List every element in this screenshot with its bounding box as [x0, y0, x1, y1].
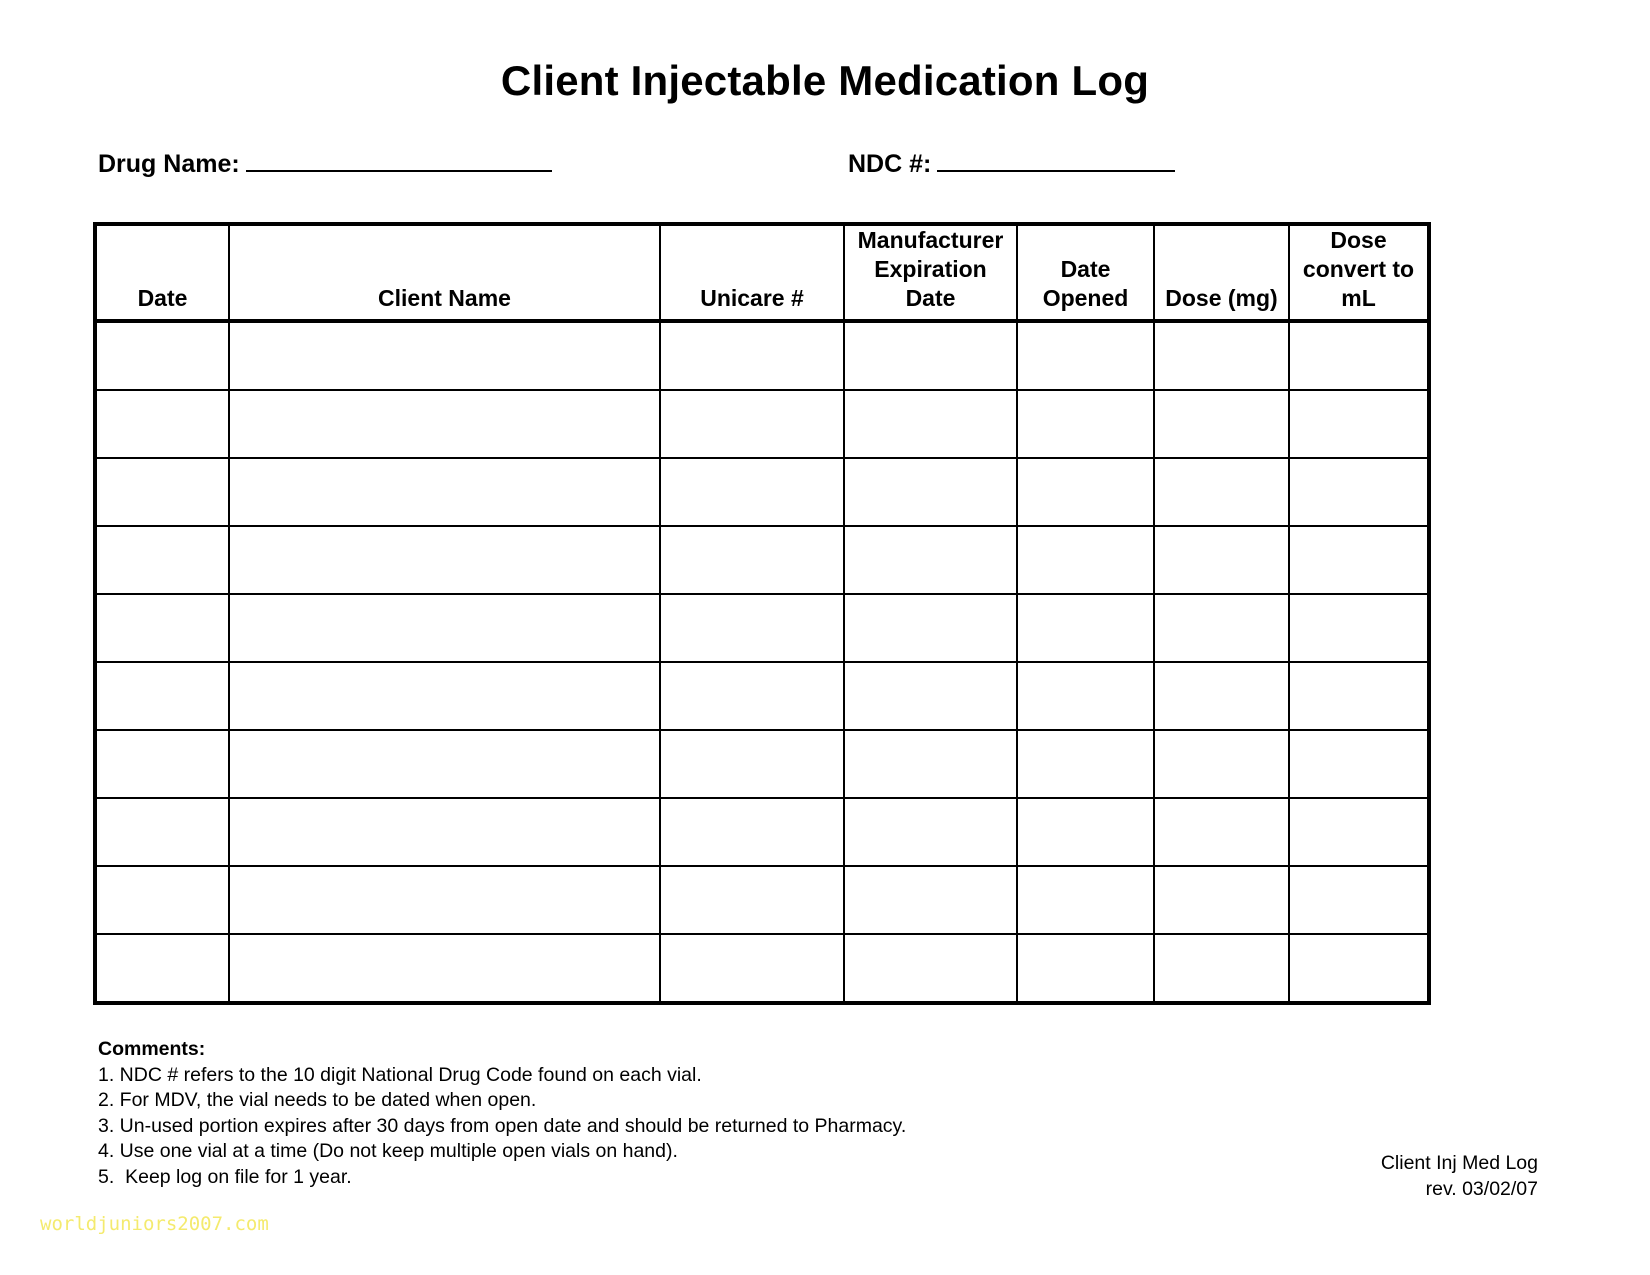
table-row	[95, 866, 1429, 934]
cell-client-name[interactable]	[229, 730, 660, 798]
cell-dose-mg[interactable]	[1154, 662, 1289, 730]
cell-dose-ml[interactable]	[1289, 866, 1429, 934]
ndc-blank[interactable]	[937, 148, 1175, 172]
cell-unicare-number[interactable]	[660, 390, 844, 458]
cell-expiration-date[interactable]	[844, 390, 1017, 458]
cell-expiration-date[interactable]	[844, 662, 1017, 730]
cell-client-name[interactable]	[229, 934, 660, 1003]
drug-name-blank[interactable]	[246, 148, 552, 172]
table-row	[95, 934, 1429, 1003]
cell-expiration-date[interactable]	[844, 798, 1017, 866]
cell-dose-ml[interactable]	[1289, 730, 1429, 798]
cell-unicare-number[interactable]	[660, 594, 844, 662]
header-dose-convert-ml: Dose convert to mL	[1289, 224, 1429, 321]
cell-date[interactable]	[95, 798, 229, 866]
watermark-text: worldjuniors2007.com	[40, 1213, 269, 1235]
cell-dose-ml[interactable]	[1289, 458, 1429, 526]
cell-date-opened[interactable]	[1017, 662, 1154, 730]
medication-log-table	[93, 222, 1431, 1005]
table-row	[95, 321, 1429, 390]
form-name: Client Inj Med Log	[1380, 1152, 1538, 1174]
cell-date[interactable]	[95, 526, 229, 594]
table-row	[95, 798, 1429, 866]
cell-date[interactable]	[95, 594, 229, 662]
cell-dose-ml[interactable]	[1289, 321, 1429, 390]
comments-label: Comments:	[98, 1038, 206, 1060]
cell-date[interactable]	[95, 934, 229, 1003]
cell-dose-ml[interactable]	[1289, 594, 1429, 662]
table-row	[95, 594, 1429, 662]
comment-item: 4. Use one vial at a time (Do not keep multiple open vials on hand).	[98, 1140, 678, 1162]
page-title: Client Injectable Medication Log	[500, 57, 1150, 104]
header-manufacturer-expiration-date: Manufacturer Expiration Date	[844, 224, 1017, 321]
cell-dose-mg[interactable]	[1154, 458, 1289, 526]
cell-dose-mg[interactable]	[1154, 934, 1289, 1003]
cell-client-name[interactable]	[229, 458, 660, 526]
cell-dose-mg[interactable]	[1154, 594, 1289, 662]
cell-unicare-number[interactable]	[660, 458, 844, 526]
cell-expiration-date[interactable]	[844, 934, 1017, 1003]
cell-dose-ml[interactable]	[1289, 526, 1429, 594]
cell-client-name[interactable]	[229, 390, 660, 458]
ndc-label: NDC #:	[848, 150, 932, 178]
cell-date-opened[interactable]	[1017, 321, 1154, 390]
drug-name-field[interactable]	[98, 148, 552, 179]
comment-item: 1. NDC # refers to the 10 digit National Drug Code found on each vial.	[98, 1063, 702, 1086]
cell-unicare-number[interactable]	[660, 662, 844, 730]
cell-date-opened[interactable]	[1017, 798, 1154, 866]
comment-item: 2. For MDV, the vial needs to be dated when open.	[98, 1089, 537, 1111]
cell-dose-ml[interactable]	[1289, 934, 1429, 1003]
cell-date[interactable]	[95, 866, 229, 934]
comment-item: 5. Keep log on file for 1 year.	[98, 1165, 352, 1188]
cell-dose-mg[interactable]	[1154, 798, 1289, 866]
cell-unicare-number[interactable]	[660, 798, 844, 866]
header-date-opened: Date Opened	[1017, 224, 1154, 321]
cell-date-opened[interactable]	[1017, 866, 1154, 934]
cell-date[interactable]	[95, 730, 229, 798]
table-header-row	[95, 224, 1429, 321]
form-revision: rev. 03/02/07	[1425, 1178, 1538, 1200]
drug-name-label: Drug Name:	[98, 150, 240, 178]
cell-dose-ml[interactable]	[1289, 798, 1429, 866]
cell-dose-mg[interactable]	[1154, 321, 1289, 390]
cell-unicare-number[interactable]	[660, 934, 844, 1003]
cell-dose-mg[interactable]	[1154, 390, 1289, 458]
cell-unicare-number[interactable]	[660, 730, 844, 798]
cell-client-name[interactable]	[229, 866, 660, 934]
cell-date[interactable]	[95, 321, 229, 390]
cell-date-opened[interactable]	[1017, 390, 1154, 458]
cell-date-opened[interactable]	[1017, 934, 1154, 1003]
cell-dose-mg[interactable]	[1154, 866, 1289, 934]
cell-dose-mg[interactable]	[1154, 526, 1289, 594]
cell-unicare-number[interactable]	[660, 866, 844, 934]
table-row	[95, 662, 1429, 730]
cell-client-name[interactable]	[229, 321, 660, 390]
header-client-name: Client Name	[229, 224, 660, 321]
cell-date[interactable]	[95, 390, 229, 458]
cell-client-name[interactable]	[229, 594, 660, 662]
table-body	[95, 321, 1429, 1003]
cell-date[interactable]	[95, 458, 229, 526]
header-dose-mg: Dose (mg)	[1154, 224, 1289, 321]
cell-date-opened[interactable]	[1017, 458, 1154, 526]
cell-dose-ml[interactable]	[1289, 390, 1429, 458]
comments-section	[98, 1037, 906, 1190]
header-date: Date	[95, 224, 229, 321]
cell-date[interactable]	[95, 662, 229, 730]
cell-expiration-date[interactable]	[844, 594, 1017, 662]
table-row	[95, 526, 1429, 594]
cell-date-opened[interactable]	[1017, 526, 1154, 594]
table-row	[95, 458, 1429, 526]
cell-unicare-number[interactable]	[660, 321, 844, 390]
cell-dose-mg[interactable]	[1154, 730, 1289, 798]
cell-expiration-date[interactable]	[844, 458, 1017, 526]
ndc-field[interactable]	[848, 148, 1175, 179]
cell-unicare-number[interactable]	[660, 526, 844, 594]
table-row	[95, 390, 1429, 458]
comment-item: 3. Un-used portion expires after 30 days from open date and should be returned to Pharmacy.	[98, 1114, 907, 1137]
cell-expiration-date[interactable]	[844, 866, 1017, 934]
cell-expiration-date[interactable]	[844, 321, 1017, 390]
form-footer	[1381, 1150, 1538, 1202]
cell-client-name[interactable]	[229, 798, 660, 866]
cell-expiration-date[interactable]	[844, 730, 1017, 798]
cell-date-opened[interactable]	[1017, 730, 1154, 798]
cell-client-name[interactable]	[229, 662, 660, 730]
table-row	[95, 730, 1429, 798]
cell-expiration-date[interactable]	[844, 526, 1017, 594]
header-unicare-number: Unicare #	[660, 224, 844, 321]
cell-dose-ml[interactable]	[1289, 662, 1429, 730]
cell-client-name[interactable]	[229, 526, 660, 594]
cell-date-opened[interactable]	[1017, 594, 1154, 662]
